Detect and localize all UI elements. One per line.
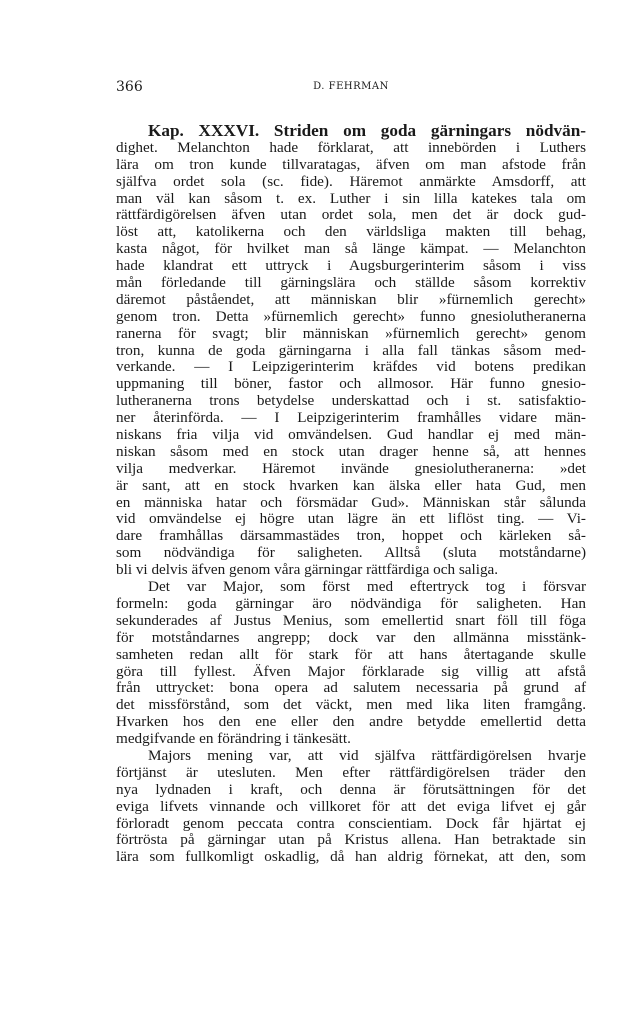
text-line: lutheranerna trons betydelse underskattad och i st. satisfaktio- bbox=[116, 392, 586, 410]
paragraph-start-line: Majors mening var, att vid själfva rättfärdigörelsen hvarje bbox=[148, 746, 586, 764]
text-line: mån förledande till gärningslära och ställde såsom korrektiv bbox=[116, 274, 586, 292]
book-page bbox=[116, 76, 586, 866]
text-line: samheten redan allt för stark för att hans återtagande skulle bbox=[116, 645, 586, 663]
text-line: niskans fria vilja vid omvändelsen. Gud handlar ej med män- bbox=[116, 426, 586, 444]
text-line: som nödvändiga för saligheten. Alltså (sluta motståndarne) bbox=[116, 544, 586, 562]
page-number: 366 bbox=[116, 79, 143, 95]
text-line: nya lydnaden i kraft, och denna är förutsättningen för det bbox=[116, 780, 586, 798]
text-line: bli vi delvis äfven genom våra gärningar rättfärdiga och saliga. bbox=[116, 561, 499, 579]
text-line: en människa hatar och försmädar Gud». Människan står sålunda bbox=[116, 493, 586, 511]
text-line: formeln: goda gärningar äro nödvändiga för saligheten. Han bbox=[116, 594, 586, 612]
text-line: sekunderades af Justus Menius, som emellertid snart föll till föga bbox=[116, 611, 586, 629]
paragraph-start-line: Det var Major, som först med eftertryck tog i försvar bbox=[148, 578, 586, 596]
text-line: eviga lifvets vinnande och villkoret för att det eviga lifvet ej går bbox=[116, 797, 586, 815]
chapter-heading: Kap. XXXVI. Striden om goda gärningars nödvän- bbox=[148, 121, 586, 140]
text-line: förtrösta på gärningar utan på Kristus allena. Han betraktade sin bbox=[116, 831, 586, 849]
running-title: D. FEHRMAN bbox=[313, 81, 389, 92]
text-line: göra till fyllest. Äfven Major förklarade sig villig att afstå bbox=[116, 662, 586, 680]
text-line: ranerna för svagt; blir människan »fürnemlich gerecht» genom bbox=[116, 324, 586, 342]
running-head bbox=[116, 76, 586, 98]
text-line: vid omvändelse ej högre utan lägre än ett liflöst ting. — Vi- bbox=[116, 510, 586, 528]
text-line: ner återinförda. — I Leipzigerinterim framhålles vidare män- bbox=[116, 409, 586, 427]
text-line: lära om tron kunde tillvaratagas, äfven om man afstode från bbox=[116, 155, 586, 173]
text-line: är sant, att en stock hvarken kan älska eller hata Gud, men bbox=[116, 476, 586, 494]
text-line: uppmaning till böner, fastor och allmosor. Här funno gnesio- bbox=[116, 375, 586, 393]
text-line: genom tron. Detta »fürnemlich gerecht» funno gnesiolutheranerna bbox=[116, 307, 586, 325]
text-line: dighet. Melanchton hade förklarat, att innebörden i Luthers bbox=[116, 138, 586, 156]
chapter-body-text bbox=[116, 123, 586, 866]
text-line: tron, kunna de goda gärningarna i alla fall tänkas såsom med- bbox=[116, 341, 586, 359]
text-line: däremot påståendet, att människan blir »fürnemlich gerecht» bbox=[116, 290, 586, 308]
text-line: Hvarken hos den ene eller den andre betydde emellertid detta bbox=[116, 713, 586, 731]
text-line: förloradt genom peccata contra conscientiam. Dock får hjärtat ej bbox=[116, 814, 586, 832]
text-line: man väl kan såsom t. ex. Luther i sin lilla katekes tala om bbox=[116, 189, 586, 207]
text-line: själfva ordet sola (sc. fide). Häremot anmärkte Amsdorff, att bbox=[116, 172, 586, 190]
text-line: rättfärdigörelsen äfven utan ordet sola, men det är dock gud- bbox=[116, 206, 586, 224]
text-line: lära som fullkomligt oskadlig, då han aldrig förnekat, att den, som bbox=[116, 848, 586, 866]
text-line: det missförstånd, som det väckt, men med lika liten framgång. bbox=[116, 696, 586, 714]
text-line: medgifvande en förändring i tänkesätt. bbox=[116, 730, 351, 748]
text-line: från uttrycket: bona opera ad salutem necessaria på grund af bbox=[116, 679, 586, 697]
text-line: dare framhållas därsammastädes tron, hoppet och kärleken så- bbox=[116, 527, 586, 545]
text-line: löst att, katolikerna och den världsliga makten till behag, bbox=[116, 223, 586, 241]
text-line: hade klandrat ett uttryck i Augsburgerinterim såsom i viss bbox=[116, 257, 586, 275]
text-line: niskan såsom med en stock utan drager henne så, att hennes bbox=[116, 442, 586, 460]
text-line: verkande. — I Leipzigerinterim kräfdes vid botens predikan bbox=[116, 358, 586, 376]
text-line: vilja medverkar. Häremot invände gnesiolutheranerna: »det bbox=[116, 459, 586, 477]
text-line: kasta något, för hvilket man så länge kämpat. — Melanchton bbox=[116, 240, 586, 258]
text-line: förtjänst är utesluten. Men efter rättfärdigörelsen träder den bbox=[116, 763, 586, 781]
text-line: för motståndarnes angrepp; dock var den allmänna misstänk- bbox=[116, 628, 586, 646]
